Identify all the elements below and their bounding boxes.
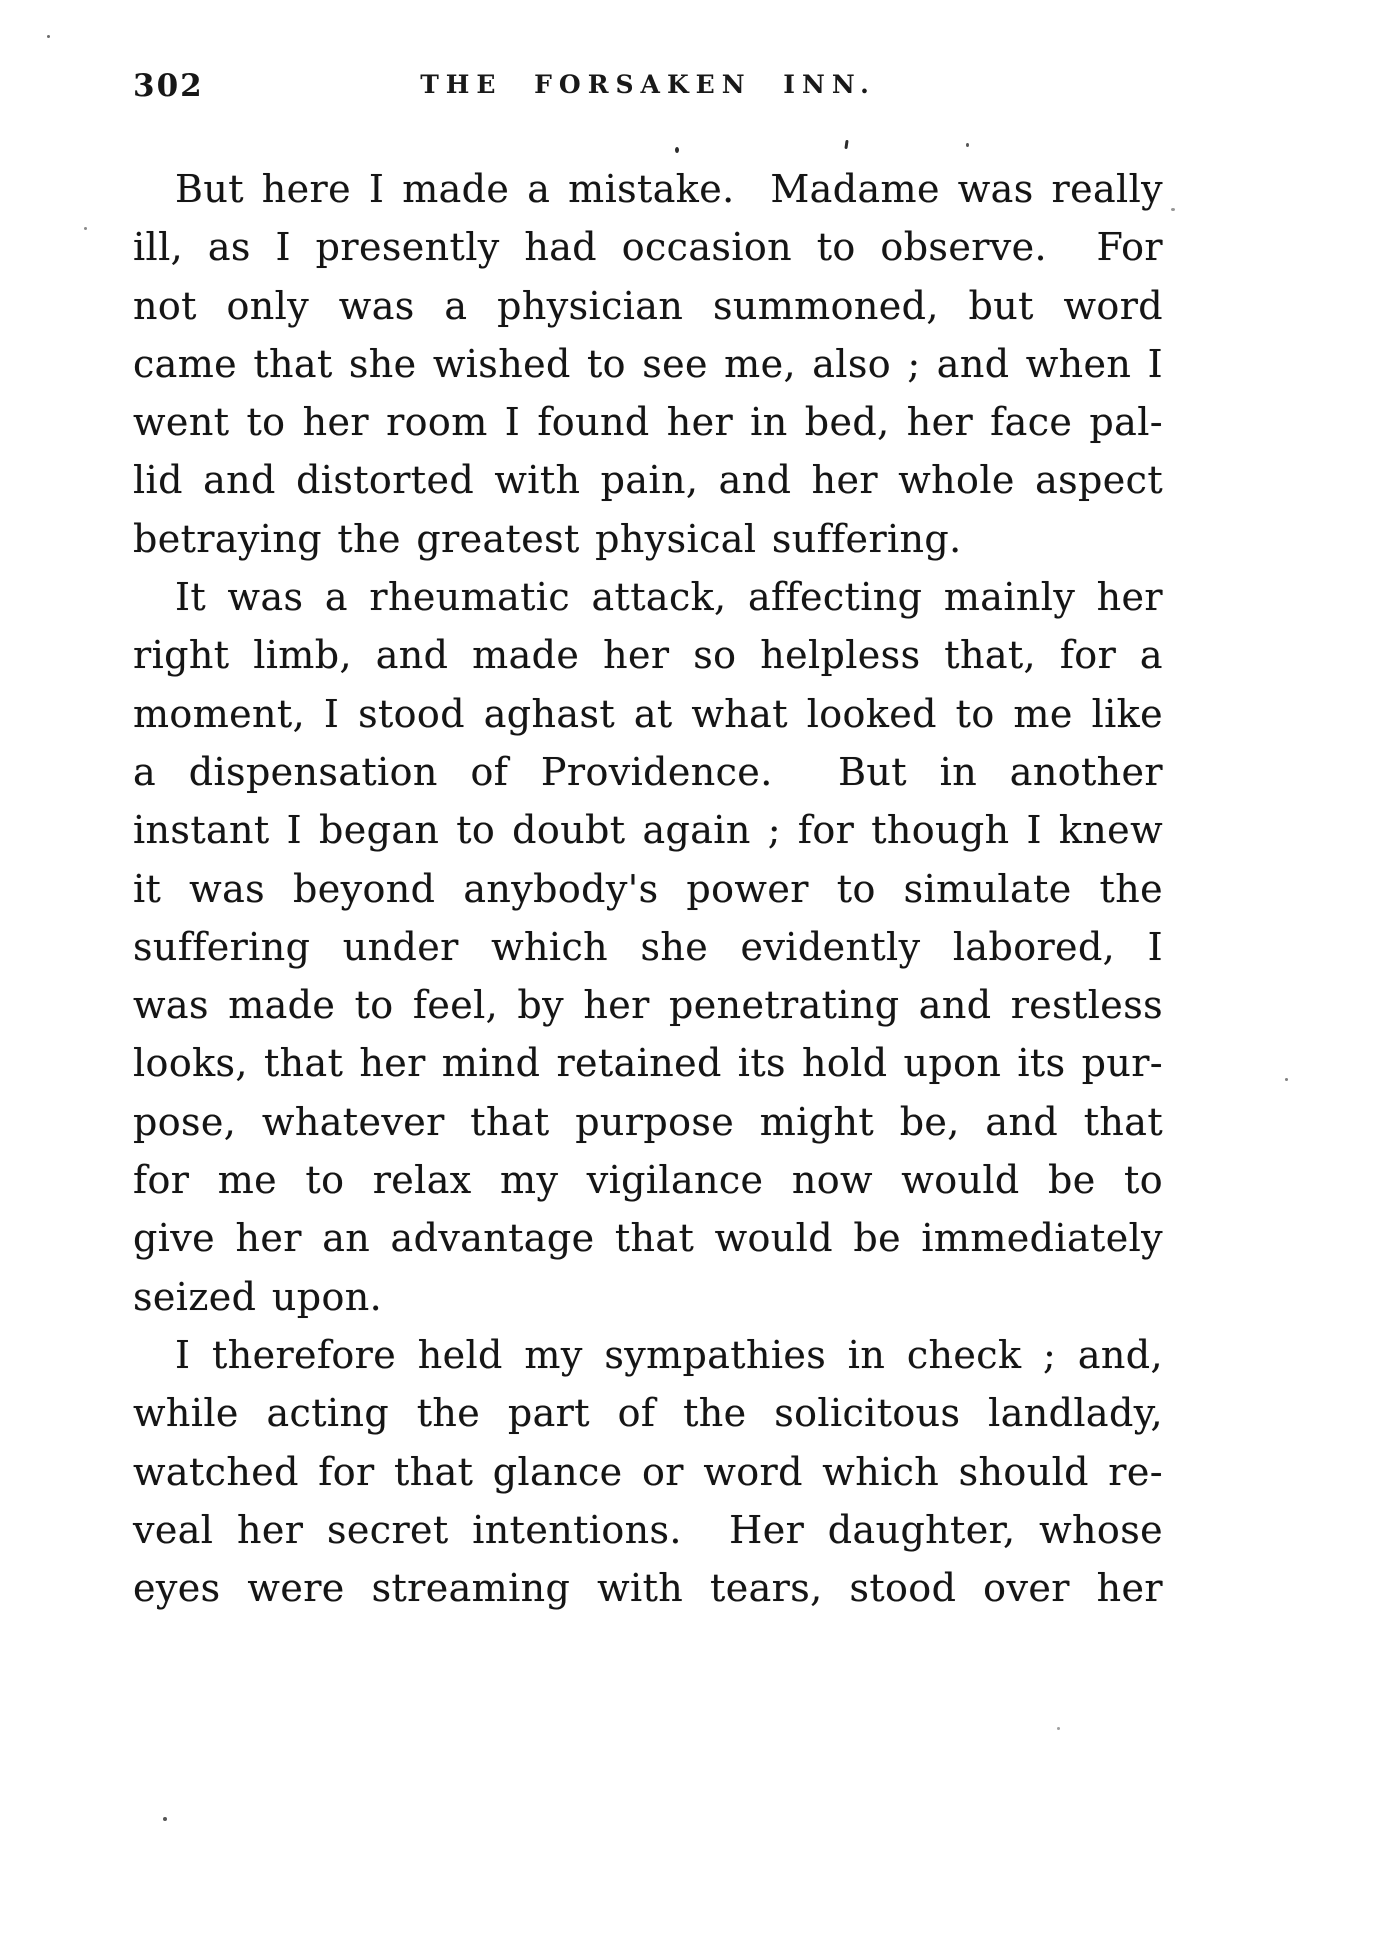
text-line: while acting the part of the solicitous landlady, [133,1391,1163,1436]
text-line: it was beyond anybody's power to simulate the [133,866,1163,911]
text-line: ill, as I presently had occasion to observe. For [133,225,1163,270]
scan-speck [163,1817,167,1821]
text-line: looks, that her mind retained its hold upon its pur- [133,1041,1163,1086]
text-line: veal her secret intentions. Her daughter, whose [133,1507,1163,1552]
paragraph [133,160,1163,568]
text-line: watched for that glance or word which should re- [133,1449,1163,1494]
text-line: instant I began to doubt again ; for though I knew [133,808,1163,853]
scan-speck [47,35,50,38]
paragraph [133,1326,1163,1617]
text-line: pose, whatever that purpose might be, and that [133,1099,1163,1144]
text-line: moment, I stood aghast at what looked to me like [133,691,1163,736]
scan-speck [1171,208,1175,211]
running-title: THE FORSAKEN INN. [420,70,876,99]
page-number: 302 [133,68,204,104]
paragraph [133,568,1163,1326]
text-line: eyes were streaming with tears, stood over her [133,1566,1163,1611]
page-text [133,160,1163,1617]
scan-speck [966,143,969,147]
text-line: betraying the greatest physical suffering. [133,516,962,561]
scan-speck [84,227,87,230]
scan-speck [844,140,848,149]
text-line: a dispensation of Providence. But in another [133,749,1163,794]
text-line: not only was a physician summoned, but word [133,283,1163,328]
text-line: was made to feel, by her penetrating and restless [133,983,1163,1028]
text-line: But here I made a mistake. Madame was really [175,167,1163,211]
text-line: went to her room I found her in bed, her face pal- [133,400,1163,445]
text-line: came that she wished to see me, also ; and when I [133,341,1163,386]
text-line: It was a rheumatic attack, affecting mainly her [175,575,1163,620]
scan-speck [675,147,679,153]
scan-speck [1285,1078,1288,1081]
text-line: for me to relax my vigilance now would be to [133,1158,1163,1203]
text-line: seized upon. [133,1274,383,1319]
page-header [133,66,1163,106]
scan-speck [1057,1727,1060,1730]
text-line: right limb, and made her so helpless that, for a [133,633,1163,678]
text-line: give her an advantage that would be immediately [133,1216,1163,1261]
text-line: suffering under which she evidently labored, I [133,924,1163,969]
text-line: I therefore held my sympathies in check ; and, [175,1332,1163,1377]
text-line: lid and distorted with pain, and her whole aspect [133,458,1163,503]
